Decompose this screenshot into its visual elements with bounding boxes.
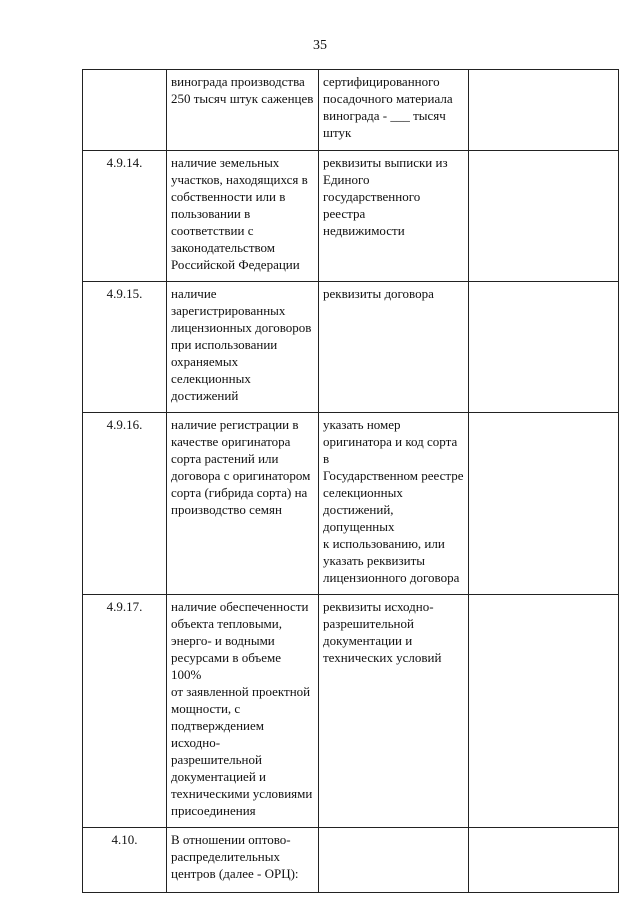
row-number: 4.9.17. [83, 595, 167, 828]
page-number: 35 [313, 38, 327, 53]
score-cell [469, 282, 619, 413]
requirement-text: наличие регистрации в качестве оригинатора сорта растений или договора с оригинатором сорта (гибрида сорта) на производство семян [167, 413, 319, 595]
table-row [83, 70, 619, 151]
table-row [83, 151, 619, 282]
score-cell [469, 413, 619, 595]
score-cell [469, 151, 619, 282]
row-number: 4.9.15. [83, 282, 167, 413]
requirement-text: В отношении оптово- распределительных центров (далее - ОРЦ): [167, 828, 319, 893]
row-number: 4.10. [83, 828, 167, 893]
row-number: 4.9.16. [83, 413, 167, 595]
score-cell [469, 70, 619, 151]
requirements-table [82, 69, 619, 893]
document-details: указать номер оригинатора и код сорта в Государственном реестре селекционных достижений, допущенных к использованию, или указать реквизиты лицензионного договора [319, 413, 469, 595]
requirement-text: наличие зарегистрированных лицензионных договоров при использовании охраняемых селекционных достижений [167, 282, 319, 413]
document-details: реквизиты договора [319, 282, 469, 413]
table-row [83, 828, 619, 893]
document-details: реквизиты исходно- разрешительной документации и технических условий [319, 595, 469, 828]
table-row [83, 413, 619, 595]
document-details: реквизиты выписки из Единого государственного реестра недвижимости [319, 151, 469, 282]
requirement-text: винограда производства 250 тысяч штук саженцев [167, 70, 319, 151]
requirement-text: наличие земельных участков, находящихся в собственности или в пользовании в соответствии с законодательством Российской Федерации [167, 151, 319, 282]
document-details: сертифицированного посадочного материала винограда - ___ тысяч штук [319, 70, 469, 151]
table-row [83, 595, 619, 828]
requirement-text: наличие обеспеченности объекта тепловыми, энерго- и водными ресурсами в объеме 100% от заявленной проектной мощности, с подтверждением исходно- разрешительной документацией и техническими условиями присоединения [167, 595, 319, 828]
score-cell [469, 828, 619, 893]
score-cell [469, 595, 619, 828]
row-number: 4.9.14. [83, 151, 167, 282]
table-row [83, 282, 619, 413]
row-number [83, 70, 167, 151]
document-details [319, 828, 469, 893]
